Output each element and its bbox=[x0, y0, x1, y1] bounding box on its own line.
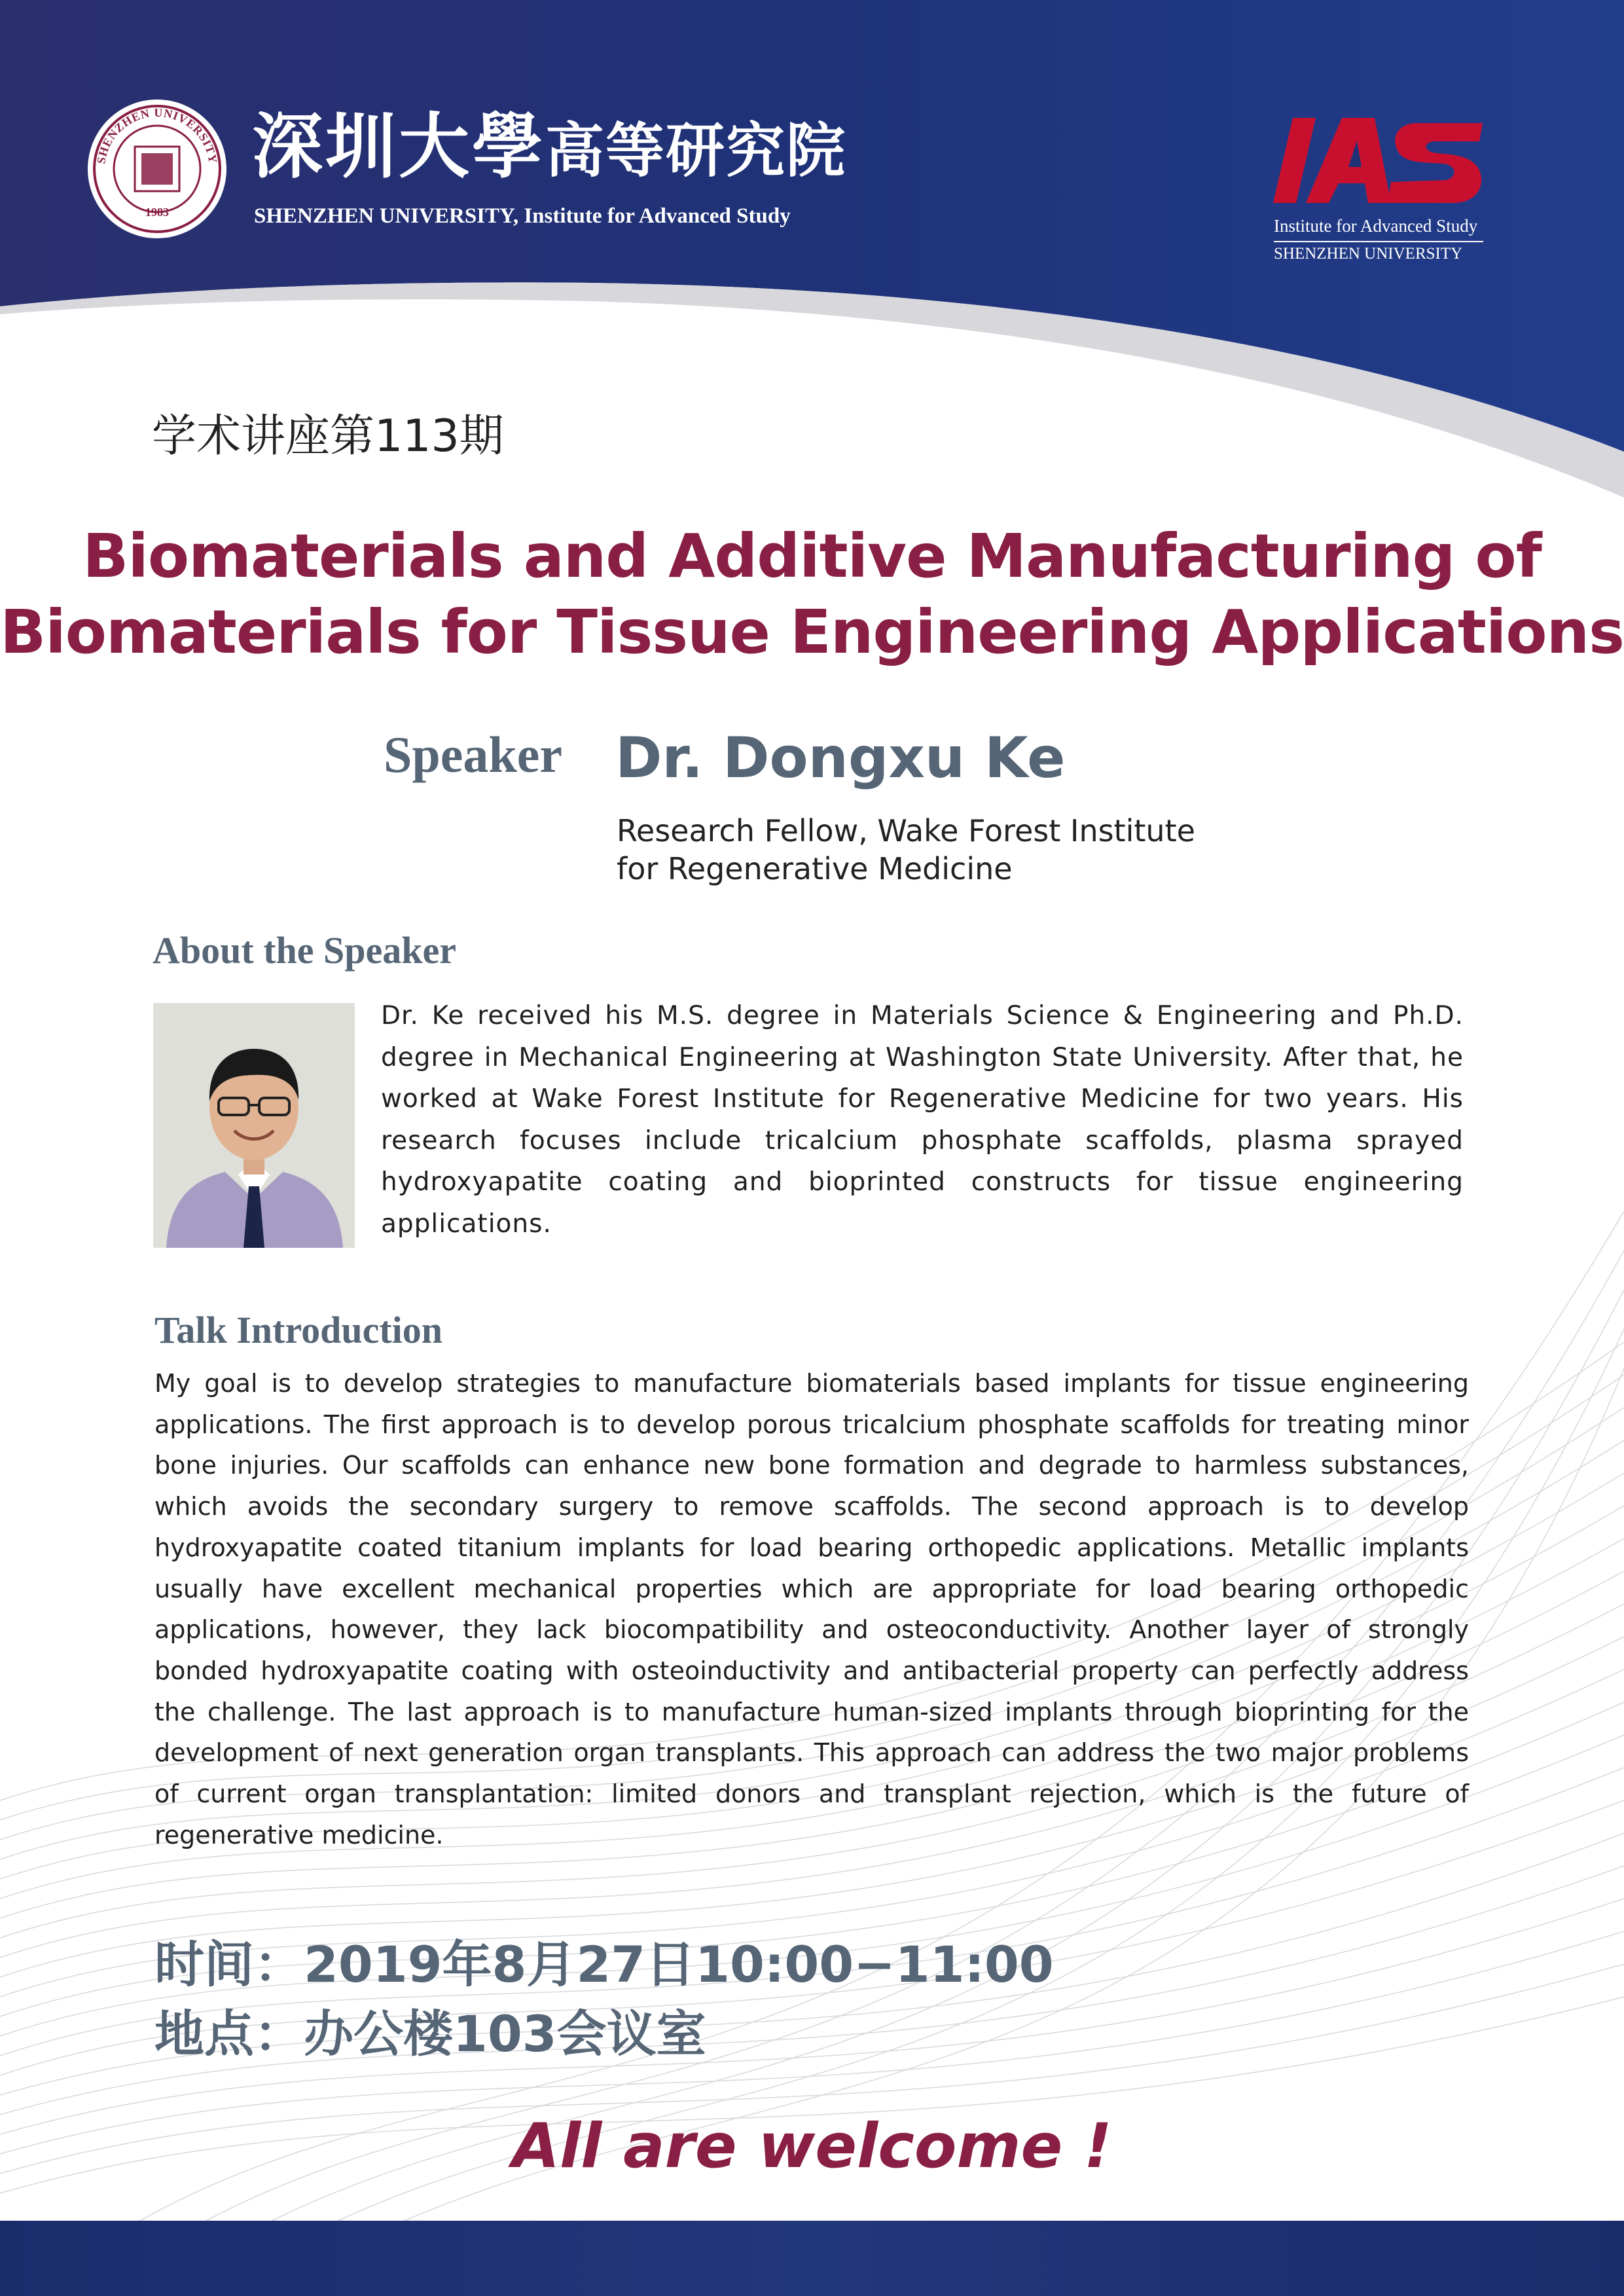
footer-band bbox=[0, 2221, 1624, 2296]
ias-logo bbox=[1267, 111, 1489, 210]
event-venue: 地点：办公楼103会议室 bbox=[154, 2005, 706, 2063]
talk-introduction-heading: Talk Introduction bbox=[154, 1309, 443, 1351]
talk-introduction-text: My goal is to develop strategies to manufacture biomaterials based implants for tissue engineering applications. The first approach is to develop porous tricalcium phosphate scaffolds for treating minor bone injuries. Our scaffolds can enhance new bone formation and degrade to harmless substances, which avoids the secondary surgery to remove scaffolds. The second approach is to develop hydroxyapatite coated titanium implants for load bearing orthopedic applications. Metallic implants usually have excellent mechanical properties which are appropriate for load bearing orthopedic applications, however, they lack biocompatibility and osteoconductivity. Another layer of strongly bonded hydroxyapatite coating with osteoinductivity and antibacterial property can perfectly address the challenge. The last approach is to manufacture human-sized implants through bioprinting for the development of next generation organ transplants. This approach can address the two major problems of current organ transplantation: limited donors and transplant rejection, which is the future of regenerative medicine. bbox=[154, 1369, 1469, 1850]
about-speaker-heading: About the Speaker bbox=[153, 929, 457, 972]
lecture-series-label: 学术讲座第113期 bbox=[152, 410, 504, 462]
speaker-role-line-2: for Regenerative Medicine bbox=[617, 851, 1013, 886]
svg-text:SHENZHEN UNIVERSITY: SHENZHEN UNIVERSITY bbox=[94, 105, 220, 165]
title-line-1: Biomaterials and Additive Manufacturing of bbox=[82, 521, 1542, 591]
title-line-2: Biomaterials for Tissue Engineering Applications bbox=[0, 597, 1624, 667]
svg-text:IAS: IAS bbox=[1267, 111, 1268, 112]
university-name-en: SHENZHEN UNIVERSITY, Institute for Advanced Study bbox=[254, 204, 791, 228]
speaker-role-line-1: Research Fellow, Wake Forest Institute bbox=[617, 813, 1195, 848]
speaker-label: Speaker bbox=[384, 726, 562, 783]
event-time: 时间：2019年8月27日10:00−11:00 bbox=[154, 1935, 1054, 1994]
svg-text:1983: 1983 bbox=[145, 206, 169, 219]
speaker-bio: Dr. Ke received his M.S. degree in Materials Science & Engineering and Ph.D. degree in Mechanical Engineering at Washington State University. After that, he worked at Wake Forest Institute for Regenerative Medicine for two years. His research focuses include tricalcium phosphate scaffolds, plasma sprayed hydroxyapatite coating and bioprinted constructs for tissue engineering applications. bbox=[381, 1001, 1464, 1239]
ias-university-name: SHENZHEN UNIVERSITY bbox=[1274, 245, 1463, 263]
lecture-title bbox=[0, 519, 1624, 670]
welcome-message: All are welcome ! bbox=[512, 2111, 1112, 2182]
speaker-name: Dr. Dongxu Ke bbox=[615, 725, 1066, 791]
institute-cn-text: 高等研究院 bbox=[545, 117, 847, 185]
university-seal-logo bbox=[85, 97, 229, 241]
speaker-affiliation bbox=[617, 812, 1195, 888]
speaker-photo bbox=[153, 1003, 355, 1248]
university-name-cn bbox=[252, 105, 847, 188]
university-cn-text: 深圳大學 bbox=[252, 105, 546, 188]
ias-divider bbox=[1274, 241, 1483, 242]
ias-institute-name: Institute for Advanced Study bbox=[1274, 216, 1478, 236]
